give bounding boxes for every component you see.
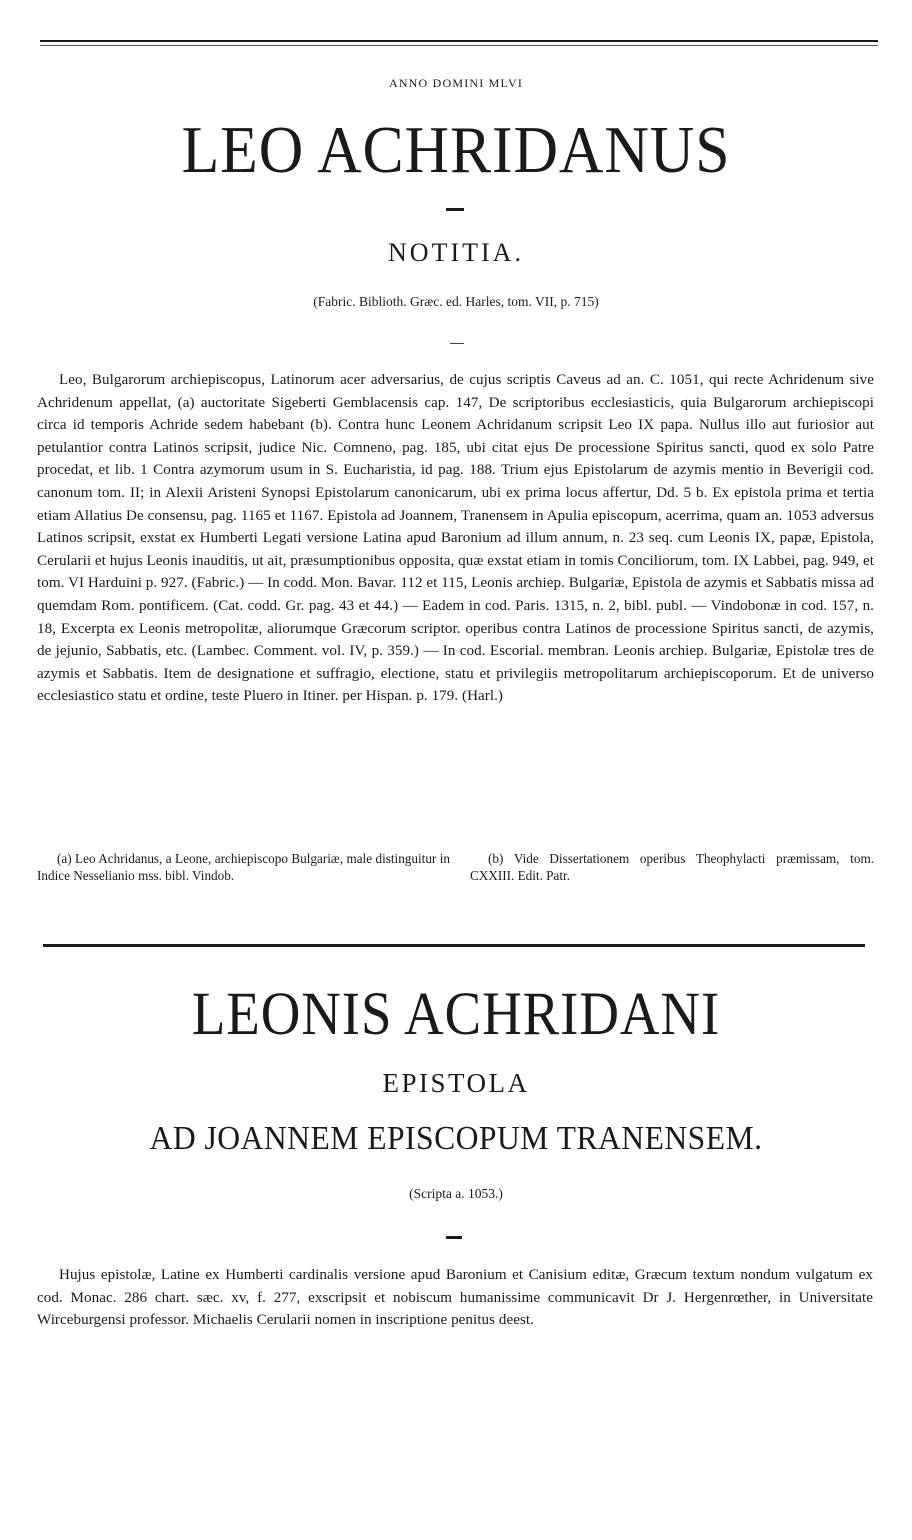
source-dash xyxy=(450,343,464,344)
author-title: LEO ACHRIDANUS xyxy=(181,113,731,187)
notitia-body: Leo, Bulgarorum archiepiscopus, Latinorum acer adversarius, de cujus scriptis Caveus ad an. C. 1051, qui recte Achridenum sive Achridenum appellat, (a) auctoritate Sigeberti Gemblacensis cap. 147, De scriptoribus ecclesiasticis, quia Bulgarorum archiepiscopi circa id temporis Achride sedem habebant (b). Contra hunc Leonem Achridanum scripsit Leo IX papa. Nullus illo aut furiosior aut petulantior contra Latinos scripsit, judice Nic. Comneno, pag. 185, ubi citat ejus De processione Spiritus sancti, quod ex solo Patre procedat, et lib. 1 Contra azymorum usum in S. Eucharistia, id pag. 188. Trium ejus Epistolarum de azymis mentio in Beverigii cod. canonum tom. II; in Alexii Aristeni Synopsi Epistolarum canonicarum, ubi ex prima locus affertur, Dd. 5 b. Ex epistola prima et tertia etiam Allatius De consensu, pag. 1165 et 1167. Epistola ad Joannem, Tranensem in Apulia episcopum, acerrima, quam an. 1053 adversus Latinos scripsit, exstat ex Humberti Legati versione Latina apud Baronium ad illum annum, n. 23 seq. cum Leonis IX, papæ, Epistola, Cerularii et hujus Leonis inauditis, ut ait, præsumptionibus opposita, quæ exstat etiam in tomis Conciliorum, tom. IX Labbei, pag. 949, et tom. VI Harduini p. 927. (Fabric.) — In codd. Mon. Bavar. 112 et 115, Leonis archiep. Bulgariæ, Epistola de azymis et Sabbatis missa ad quemdam Rom. pontificem. (Cat. codd. Gr. pag. 43 et 44.) — Eadem in cod. Paris. 1315, n. 2, bibl. publ. — Vindobonæ in cod. 157, n. 18, Excerpta ex Leonis metropolitæ, aliorumque Græcorum scriptor. operibus contra Latinos de processione Spiritus sancti, de azymis, de jejunio, Sabbatis, etc. (Lambec. Comment. vol. IV, p. 359.) — In cod. Escorial. membran. Leonis archiep. Bulgariæ, Epistolæ tres de azymis et Sabbatis. Item de designatione et suffragio, electione, statu et privilegiis metropolitarum archiepiscoporum. Et de universo ecclesiastico statu et ordine, teste Pluero in Itiner. per Hispan. p. 179. (Harl.) xyxy=(37,372,874,705)
epistola-title: LEONIS ACHRIDANI xyxy=(191,981,721,1048)
date-note: (Scripta a. 1053.) xyxy=(409,1186,503,1201)
section-title: NOTITIA. xyxy=(388,238,524,267)
footnote-b: (b) Vide Dissertationem operibus Theophylacti præmissam, tom. CXXIII. Edit. Patr. xyxy=(470,851,874,884)
epistola-intro: Hujus epistolæ, Latine ex Humberti cardinalis versione apud Baronium et Canisium editæ, Græcum textum nondum vulgatum ex cod. Monac. 286 chart. sæc. xv, f. 277, exscripsit et nobiscum humanissime communicavit Dr J. Hergenrœther, in Universitate Wirceburgensi professor. Michaelis Cerularii nomen in inscriptione penitus deest. xyxy=(37,1267,873,1329)
epistola-subtitle: EPISTOLA xyxy=(382,1068,530,1098)
title-dash xyxy=(446,208,464,211)
section-rule xyxy=(43,944,865,947)
epistola-addressee: AD JOANNEM EPISCOPUM TRANENSEM. xyxy=(149,1120,763,1157)
source-note: (Fabric. Biblioth. Græc. ed. Harles, tom. VII, p. 715) xyxy=(313,294,599,309)
date-dash xyxy=(446,1236,462,1239)
anno-domini: ANNO DOMINI MLVI xyxy=(388,76,524,90)
top-rule-thin xyxy=(40,45,878,46)
footnote-a: (a) Leo Achridanus, a Leone, archiepiscopo Bulgariæ, male distinguitur in Indice Nesselianio mss. bibl. Vindob. xyxy=(37,851,450,884)
top-rule xyxy=(40,40,878,42)
